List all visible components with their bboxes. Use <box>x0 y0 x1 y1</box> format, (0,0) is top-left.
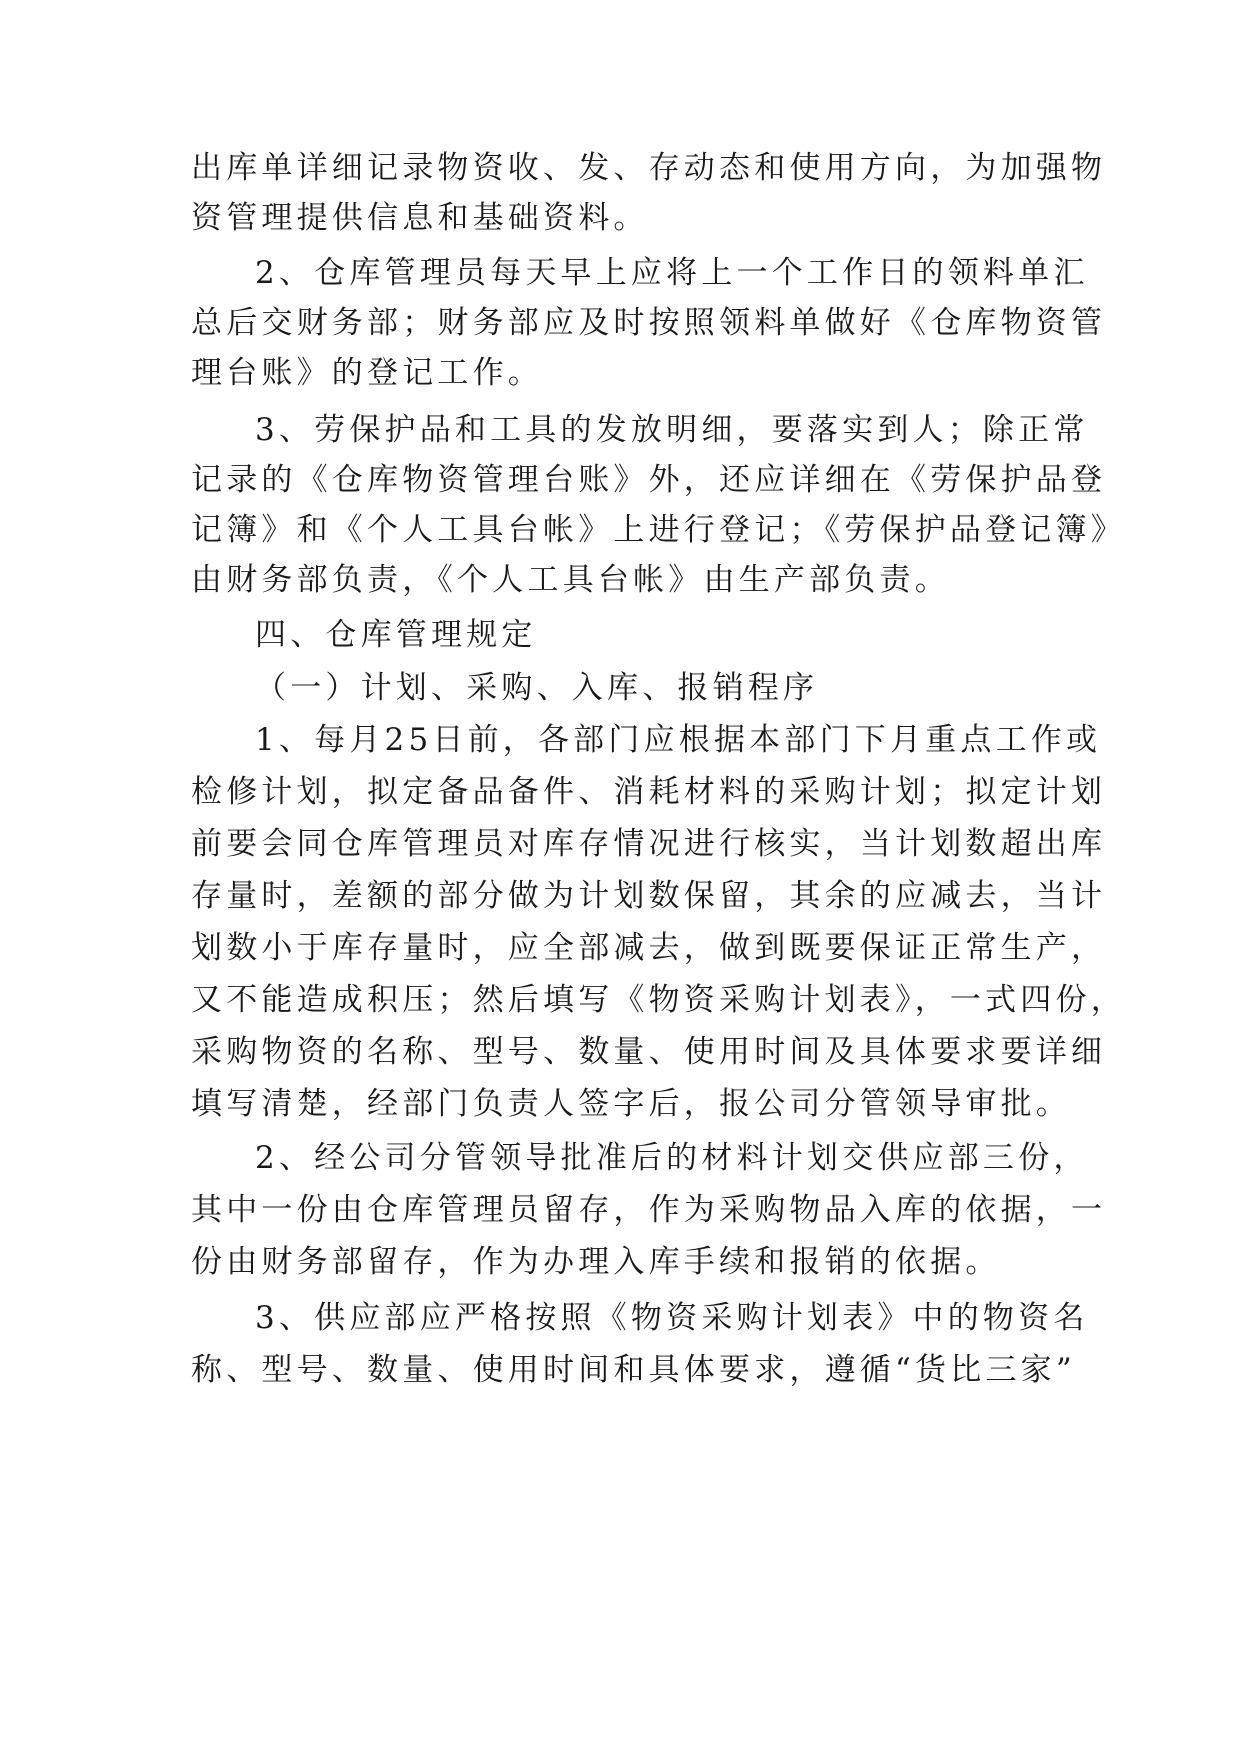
text-line: 记录的《仓库物资管理台账》外，还应详细在《劳保护品登 <box>191 462 1107 498</box>
text-line: 存量时，差额的部分做为计划数保留，其余的应减去，当计 <box>191 878 1107 914</box>
text-line: 其中一份由仓库管理员留存，作为采购物品入库的依据，一 <box>191 1192 1107 1228</box>
text-line: 2、仓库管理员每天早上应将上一个工作日的领料单汇 <box>255 255 1089 291</box>
text-line: 检修计划，拟定备品备件、消耗材料的采购计划；拟定计划 <box>191 774 1107 810</box>
subsection-heading: （一）计划、采购、入库、报销程序 <box>255 670 819 706</box>
text-line: 称、型号、数量、使用时间和具体要求，遵循“货比三家” <box>191 1352 1076 1388</box>
section-heading: 四、仓库管理规定 <box>255 617 537 653</box>
text-line: 总后交财务部；财务部应及时按照领料单做好《仓库物资管 <box>191 305 1107 341</box>
text-line: 又不能造成积压；然后填写《物资采购计划表》，一式四份， <box>191 982 1126 1018</box>
text-line: 3、劳保护品和工具的发放明细，要落实到人；除正常 <box>255 412 1089 448</box>
text-line: 前要会同仓库管理员对库存情况进行核实，当计划数超出库 <box>191 826 1107 862</box>
text-line: 3、供应部应严格按照《物资采购计划表》中的物资名 <box>255 1300 1089 1336</box>
text-line: 填写清楚，经部门负责人签字后，报公司分管领导审批。 <box>191 1086 1071 1122</box>
text-line: 采购物资的名称、型号、数量、使用时间及具体要求要详细 <box>191 1034 1107 1070</box>
text-line: 资管理提供信息和基础资料。 <box>191 200 649 236</box>
text-line: 出库单详细记录物资收、发、存动态和使用方向，为加强物 <box>191 150 1107 186</box>
text-line: 划数小于库存量时，应全部减去，做到既要保证正常生产， <box>191 930 1107 966</box>
text-line: 由财务部负责，《个人工具台帐》由生产部负责。 <box>191 562 950 598</box>
text-line: 记簿》和《个人工具台帐》上进行登记；《劳保护品登记簿》 <box>191 512 1126 548</box>
text-line: 理台账》的登记工作。 <box>191 355 543 391</box>
text-line: 份由财务部留存，作为办理入库手续和报销的依据。 <box>191 1244 1001 1280</box>
text-line: 2、经公司分管领导批准后的材料计划交供应部三份， <box>255 1140 1089 1176</box>
text-line: 1、每月25日前，各部门应根据本部门下月重点工作或 <box>255 722 1102 758</box>
